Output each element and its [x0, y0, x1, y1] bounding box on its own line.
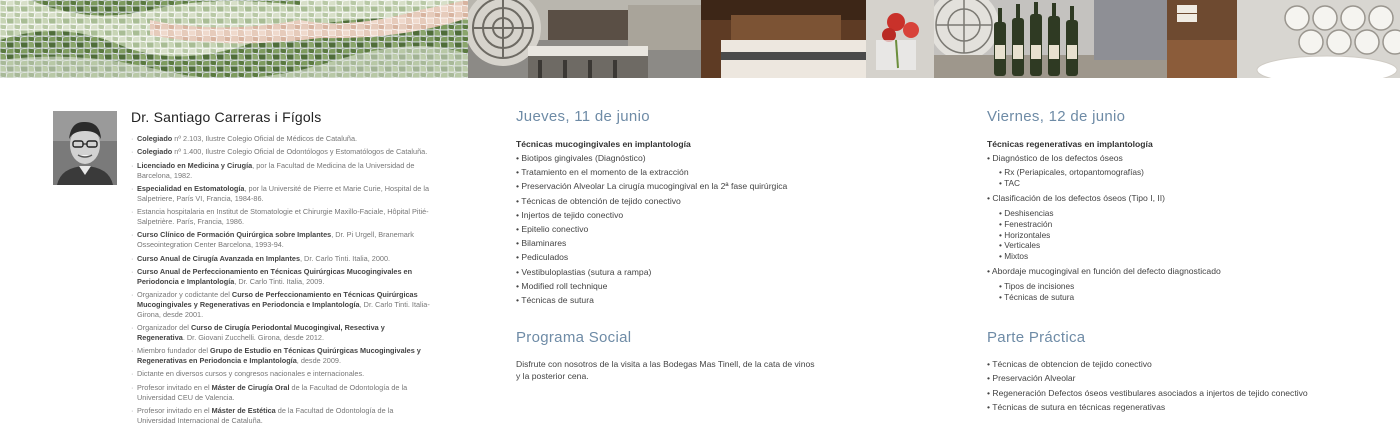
cv-item — [131, 207, 431, 227]
mosaic-image — [0, 0, 468, 78]
viernes-item: • Diagnóstico de los defectos óseos — [987, 153, 1123, 163]
cv-item-bold: Especialidad en Estomatología — [137, 183, 245, 193]
jueves-item: • Biotipos gingivales (Diagnóstico) — [516, 153, 787, 163]
cv-item — [131, 254, 431, 264]
viernes-subitem: • Verticales — [991, 240, 1054, 251]
jueves-item: • Pediculados — [516, 252, 787, 262]
cv-item-bold: Curso de Perfeccionamiento en Técnicas Quirúrgicas Mucogingivales y Regenerativas en Periodoncia e Implantología — [137, 290, 418, 309]
cv-item-text: , por la Facultad de Medicina de la Universidad de Barcelona, 1982. — [137, 160, 415, 180]
viernes-subtitle: Técnicas regenerativas en implantología — [987, 139, 1153, 149]
doctor-photo — [53, 111, 117, 185]
viernes-item: • Clasificación de los defectos óseos (Tipo I, II) — [987, 193, 1165, 203]
header-banner — [0, 0, 1400, 78]
doctor-name: Dr. Santiago Carreras i Fígols — [131, 109, 322, 125]
social-heading: Programa Social — [516, 329, 632, 346]
viernes-subitem: • Mixtos — [991, 251, 1054, 262]
cv-item-prefix: Miembro fundador del — [137, 346, 211, 356]
cv-item-text: de la Facultad de Odontología de la Universidad Internacional de Cataluña. — [137, 406, 394, 425]
jueves-heading: Jueves, 11 de junio — [516, 108, 650, 125]
practica-list — [987, 359, 1308, 416]
cv-item-bold: Curso Anual de Cirugía Avanzada en Implantes — [137, 253, 300, 263]
jueves-subtitle: Técnicas mucogingivales en implantología — [516, 139, 691, 149]
bedroom-image — [701, 0, 934, 78]
cv-item-text: nº 1.400, Ilustre Colegio Oficial de Odontólogos y Estomatólogos de Cataluña. — [172, 147, 428, 157]
cv-item — [131, 369, 431, 379]
cv-item-bold: Grupo de Estudio en Técnicas Quirúrgicas Mucogingivales y Regenerativas en Periodoncia e Implantología — [137, 346, 421, 366]
cv-item — [131, 161, 431, 181]
social-text-line: Disfrute con nosotros de la visita a las Bodegas Mas Tinell, de la cata de vinos — [516, 359, 815, 369]
restaurant-image — [468, 0, 701, 78]
jueves-item: • Bilaminares — [516, 238, 787, 248]
cv-item-text: , desde 2009. — [296, 356, 341, 366]
viernes-subitem: • Tipos de incisiones — [991, 281, 1074, 292]
viernes-subitem: • Horizontales — [991, 230, 1054, 241]
cv-item — [131, 267, 431, 287]
cv-item-bold: Máster de Estética — [211, 406, 276, 416]
viernes-topic — [987, 193, 1165, 203]
cv-item-bold: Curso de Cirugía Periodontal Mucogingival, Resectiva y Regenerativa — [137, 323, 385, 342]
cv-item — [131, 230, 431, 250]
cv-item-prefix: Organizador del — [137, 323, 191, 333]
practica-item: • Técnicas de sutura en técnicas regenerativas — [987, 402, 1308, 412]
jueves-item: • Vestibuloplastias (sutura a rampa) — [516, 267, 787, 277]
cv-item — [131, 323, 431, 343]
cv-item — [131, 383, 431, 403]
cv-item-bold: Colegiado — [137, 147, 173, 157]
jueves-item: • Injertos de tejido conectivo — [516, 210, 787, 220]
viernes-subitem: • Rx (Periapicales, ortopantomografías) — [991, 167, 1144, 178]
viernes-sublist — [991, 208, 1054, 262]
cv-item-prefix: Organizador y codictante del — [137, 290, 232, 300]
jueves-topic-list — [516, 153, 787, 309]
jueves-item: • Modified roll technique — [516, 281, 787, 291]
viernes-sublist — [991, 281, 1074, 303]
viernes-topic — [987, 266, 1221, 276]
cv-item-bold: Curso Clínico de Formación Quirúrgica sobre Implantes — [137, 230, 332, 240]
viernes-subitem: • Fenestración — [991, 219, 1054, 230]
cv-item-text: , Dr. Pi Urgell, Branemark Osseointegration Center Barcelona, 1993-94. — [137, 230, 414, 250]
cv-item — [131, 406, 431, 426]
cv-item-text: , Dr. Carlo Tinti. Italia, 2009. — [234, 276, 325, 286]
cv-item-text: , Dr. Carlo Tinti. Italia-Girona, desde 2001. — [137, 299, 430, 319]
jueves-item: • Técnicas de sutura — [516, 295, 787, 305]
jueves-item: • Epitelio conectivo — [516, 224, 787, 234]
cv-item-bold: Colegiado — [137, 134, 173, 143]
cv-item-prefix: Profesor invitado en el — [137, 406, 212, 416]
jueves-item: • Tratamiento en el momento de la extracción — [516, 167, 787, 177]
cv-item-bold: Máster de Cirugía Oral — [211, 382, 290, 392]
wine-bottles-image — [934, 0, 1167, 78]
cv-item-text: Estancia hospitalaria en Institut de Stomatologie et Chirurgie Maxillo-Faciale, Hôpital Pitié-Salpetrière. París, Francia, 1986. — [137, 207, 429, 226]
cv-item-prefix: Profesor invitado en el — [137, 382, 212, 392]
viernes-topic — [987, 153, 1123, 163]
practica-item: • Técnicas de obtencion de tejido conectivo — [987, 359, 1308, 369]
bathroom-image — [1167, 0, 1400, 78]
cv-item-text: , Dr. Carlo Tinti. Italia, 2000. — [300, 253, 391, 263]
practica-item: • Regeneración Defectos óseos vestibulares asociados a injertos de tejido conectivo — [987, 388, 1308, 398]
viernes-subitem: • TAC — [991, 178, 1144, 189]
viernes-subitem: • Deshisencias — [991, 208, 1054, 219]
viernes-subitem: • Técnicas de sutura — [991, 292, 1074, 303]
practica-item: • Preservación Alveolar — [987, 373, 1308, 383]
cv-item — [131, 184, 431, 204]
practica-heading: Parte Práctica — [987, 329, 1086, 346]
viernes-item: • Abordaje mucogingival en función del defecto diagnosticado — [987, 266, 1221, 276]
jueves-item: • Técnicas de obtención de tejido conectivo — [516, 196, 787, 206]
cv-item-bold: Curso Anual de Perfeccionamiento en Técnicas Quirúrgicas Mucogingivales en Periodoncia e Implantología — [137, 266, 413, 286]
cv-item — [131, 134, 431, 144]
cv-item — [131, 346, 431, 366]
social-text-line: y la posterior cena. — [516, 370, 589, 381]
cv-item — [131, 290, 431, 319]
viernes-sublist — [991, 167, 1144, 189]
cv-item-text: , por la Université de Pierre et Marie Curie, Hospital de la Salpetriere, París VI, Francia, 1984-86. — [137, 183, 429, 203]
doctor-cv-list — [131, 134, 431, 429]
cv-item-text: de la Facultad de Odontología de la Universidad CEU de Valencia. — [137, 382, 408, 402]
jueves-item: • Preservación Alveolar La cirugía mucogingival en la 2ª fase quirúrgica — [516, 181, 787, 191]
cv-item-bold: Licenciado en Medicina y Cirugía — [137, 160, 253, 170]
cv-item-text: . Dr. Giovani Zucchelli. Girona, desde 2012. — [182, 332, 324, 342]
cv-item — [131, 147, 431, 157]
cv-item-text: Dictante en diversos cursos y congresos nacionales e internacionales. — [137, 369, 365, 379]
social-text — [516, 359, 836, 382]
viernes-heading: Viernes, 12 de junio — [987, 108, 1126, 125]
cv-item-text: nº 2.103, Ilustre Colegio Oficial de Médicos de Cataluña. — [172, 134, 358, 143]
